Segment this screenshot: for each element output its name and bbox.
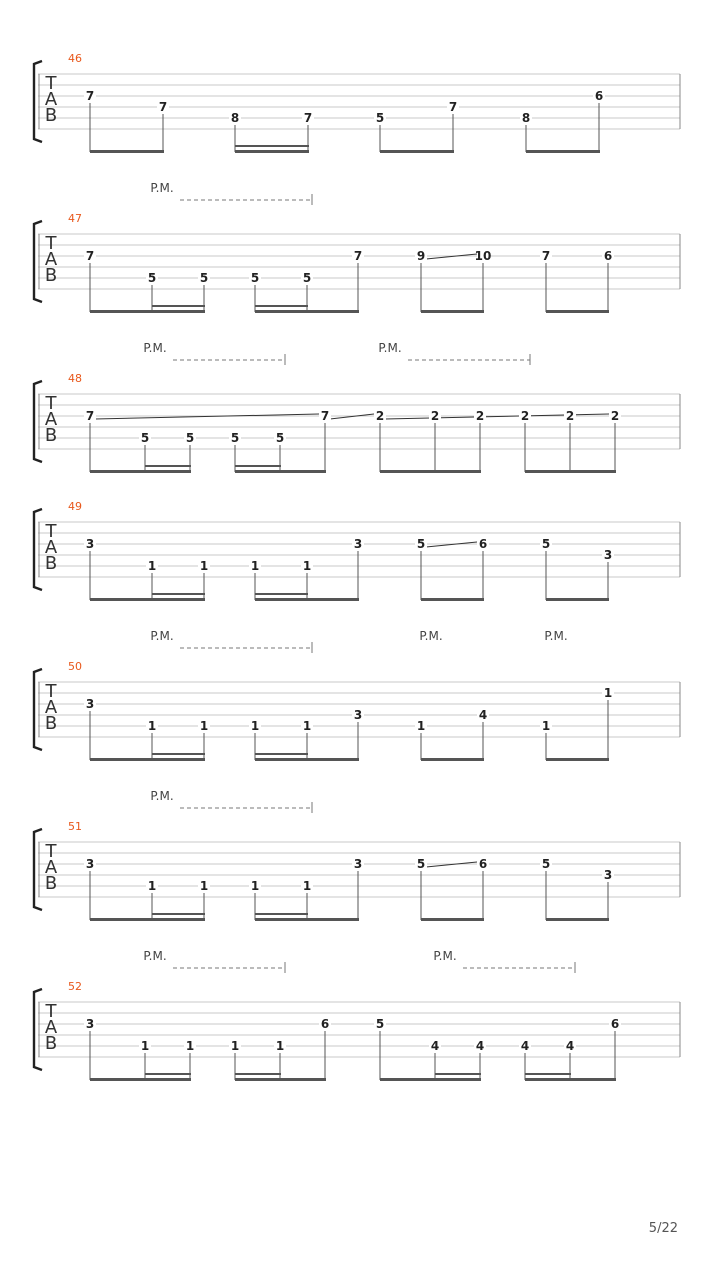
fret-number: 8 <box>230 111 240 125</box>
fret-number: 7 <box>85 409 95 423</box>
fret-number: 1 <box>199 559 209 573</box>
tab-letter-t: T <box>45 73 57 94</box>
palm-mute-label: P.M. <box>378 341 402 355</box>
beam-secondary <box>145 1073 191 1075</box>
fret-number: 5 <box>140 431 150 445</box>
fret-number: 1 <box>302 879 312 893</box>
beam-primary <box>90 470 191 473</box>
beam-secondary <box>255 913 308 915</box>
fret-number: 1 <box>302 719 312 733</box>
fret-number: 3 <box>603 868 613 882</box>
beam-primary <box>90 150 164 153</box>
beam-primary <box>421 310 484 313</box>
fret-number: 4 <box>475 1039 485 1053</box>
beam-primary <box>90 918 205 921</box>
fret-number: 1 <box>250 719 260 733</box>
fret-number: 5 <box>302 271 312 285</box>
beam-primary <box>90 598 205 601</box>
measure-number: 51 <box>68 820 82 833</box>
beam-primary <box>90 758 205 761</box>
tab-letter-a: A <box>44 249 58 270</box>
beam-primary <box>90 310 205 313</box>
fret-number: 5 <box>541 857 551 871</box>
fret-number: 1 <box>185 1039 195 1053</box>
fret-number: 5 <box>185 431 195 445</box>
beam-primary <box>525 470 616 473</box>
tab-letter-b: B <box>44 105 58 126</box>
fret-number: 5 <box>416 857 426 871</box>
fret-number: 6 <box>478 537 488 551</box>
fret-number: 4 <box>565 1039 575 1053</box>
fret-number: 10 <box>474 249 492 263</box>
system-bracket <box>34 989 42 1070</box>
fret-number: 2 <box>520 409 530 423</box>
fret-number: 2 <box>375 409 385 423</box>
beam-primary <box>380 470 481 473</box>
measure-number: 48 <box>68 372 82 385</box>
palm-mute-label: P.M. <box>150 629 174 643</box>
fret-number: 2 <box>475 409 485 423</box>
beam-primary <box>421 598 484 601</box>
fret-number: 2 <box>430 409 440 423</box>
tab-letter-t: T <box>45 521 57 542</box>
fret-number: 6 <box>320 1017 330 1031</box>
tab-letter-b: B <box>44 553 58 574</box>
fret-number: 1 <box>250 879 260 893</box>
fret-number: 7 <box>303 111 313 125</box>
beam-primary <box>380 1078 481 1081</box>
tab-letter-b: B <box>44 713 58 734</box>
palm-mute-label: P.M. <box>419 629 443 643</box>
fret-number: 5 <box>375 111 385 125</box>
tab-letter-a: A <box>44 697 58 718</box>
fret-number: 3 <box>353 857 363 871</box>
fret-number: 4 <box>430 1039 440 1053</box>
beam-primary <box>421 758 484 761</box>
beam-primary <box>235 470 326 473</box>
tab-letter-a: A <box>44 857 58 878</box>
fret-number: 6 <box>478 857 488 871</box>
fret-number: 7 <box>448 100 458 114</box>
beam-secondary <box>235 465 281 467</box>
tab-letter-a: A <box>44 89 58 110</box>
beam-primary <box>526 150 600 153</box>
fret-number: 7 <box>158 100 168 114</box>
fret-number: 2 <box>565 409 575 423</box>
beam-primary <box>255 310 359 313</box>
fret-number: 1 <box>541 719 551 733</box>
beam-secondary <box>152 913 205 915</box>
beam-primary <box>421 918 484 921</box>
fret-number: 3 <box>353 708 363 722</box>
fret-number: 6 <box>603 249 613 263</box>
fret-number: 3 <box>85 857 95 871</box>
system-bracket <box>34 221 42 302</box>
fret-number: 5 <box>147 271 157 285</box>
fret-number: 9 <box>416 249 426 263</box>
palm-mute-label: P.M. <box>544 629 568 643</box>
fret-number: 1 <box>199 719 209 733</box>
beam-secondary <box>152 593 205 595</box>
tab-letter-a: A <box>44 537 58 558</box>
beam-secondary <box>255 753 308 755</box>
measure-number: 49 <box>68 500 82 513</box>
tab-letter-b: B <box>44 873 58 894</box>
beam-secondary <box>152 305 205 307</box>
palm-mute-label: P.M. <box>143 949 167 963</box>
beam-secondary <box>255 593 308 595</box>
fret-number: 5 <box>199 271 209 285</box>
fret-number: 7 <box>85 89 95 103</box>
fret-number: 7 <box>353 249 363 263</box>
fret-number: 1 <box>250 559 260 573</box>
fret-number: 1 <box>147 719 157 733</box>
system-bracket <box>34 509 42 590</box>
beam-primary <box>546 758 609 761</box>
beam-secondary <box>525 1073 571 1075</box>
tab-letter-t: T <box>45 841 57 862</box>
tab-letter-t: T <box>45 681 57 702</box>
fret-number: 1 <box>140 1039 150 1053</box>
fret-number: 1 <box>603 686 613 700</box>
fret-number: 5 <box>250 271 260 285</box>
fret-number: 2 <box>610 409 620 423</box>
fret-number: 1 <box>416 719 426 733</box>
beam-primary <box>546 310 609 313</box>
palm-mute-label: P.M. <box>143 341 167 355</box>
tab-letter-t: T <box>45 233 57 254</box>
measure-number: 47 <box>68 212 82 225</box>
measure-number: 46 <box>68 52 82 65</box>
beam-secondary <box>435 1073 481 1075</box>
tab-letter-a: A <box>44 409 58 430</box>
beam-secondary <box>235 1073 281 1075</box>
page-number: 5/22 <box>648 1221 678 1236</box>
fret-number: 4 <box>478 708 488 722</box>
fret-number: 5 <box>375 1017 385 1031</box>
tab-letter-t: T <box>45 1001 57 1022</box>
fret-number: 3 <box>85 697 95 711</box>
measure-number: 52 <box>68 980 82 993</box>
tab-letter-b: B <box>44 265 58 286</box>
fret-number: 1 <box>230 1039 240 1053</box>
palm-mute-label: P.M. <box>150 181 174 195</box>
beam-primary <box>525 1078 616 1081</box>
system-bracket <box>34 381 42 462</box>
beam-primary <box>235 1078 326 1081</box>
beam-primary <box>255 598 359 601</box>
system-bracket <box>34 61 42 142</box>
fret-number: 6 <box>610 1017 620 1031</box>
tab-letter-a: A <box>44 1017 58 1038</box>
tab-letter-b: B <box>44 1033 58 1054</box>
fret-number: 5 <box>230 431 240 445</box>
fret-number: 5 <box>275 431 285 445</box>
fret-number: 1 <box>199 879 209 893</box>
beam-primary <box>235 150 309 153</box>
system-bracket <box>34 829 42 910</box>
measure-number: 50 <box>68 660 82 673</box>
tab-letter-b: B <box>44 425 58 446</box>
fret-number: 3 <box>353 537 363 551</box>
beam-secondary <box>152 753 205 755</box>
fret-number: 1 <box>147 879 157 893</box>
beam-secondary <box>255 305 308 307</box>
fret-number: 3 <box>603 548 613 562</box>
fret-number: 5 <box>541 537 551 551</box>
fret-number: 7 <box>541 249 551 263</box>
fret-number: 1 <box>302 559 312 573</box>
fret-number: 3 <box>85 1017 95 1031</box>
beam-primary <box>546 598 609 601</box>
beam-primary <box>546 918 609 921</box>
fret-number: 4 <box>520 1039 530 1053</box>
beam-secondary <box>235 145 309 147</box>
palm-mute-label: P.M. <box>150 789 174 803</box>
fret-number: 1 <box>147 559 157 573</box>
beam-primary <box>380 150 454 153</box>
beam-primary <box>255 758 359 761</box>
fret-number: 7 <box>320 409 330 423</box>
fret-number: 8 <box>521 111 531 125</box>
fret-number: 5 <box>416 537 426 551</box>
fret-number: 7 <box>85 249 95 263</box>
beam-secondary <box>145 465 191 467</box>
beam-primary <box>255 918 359 921</box>
palm-mute-label: P.M. <box>433 949 457 963</box>
tab-letter-t: T <box>45 393 57 414</box>
beam-primary <box>90 1078 191 1081</box>
system-bracket <box>34 669 42 750</box>
fret-number: 3 <box>85 537 95 551</box>
fret-number: 1 <box>275 1039 285 1053</box>
fret-number: 6 <box>594 89 604 103</box>
